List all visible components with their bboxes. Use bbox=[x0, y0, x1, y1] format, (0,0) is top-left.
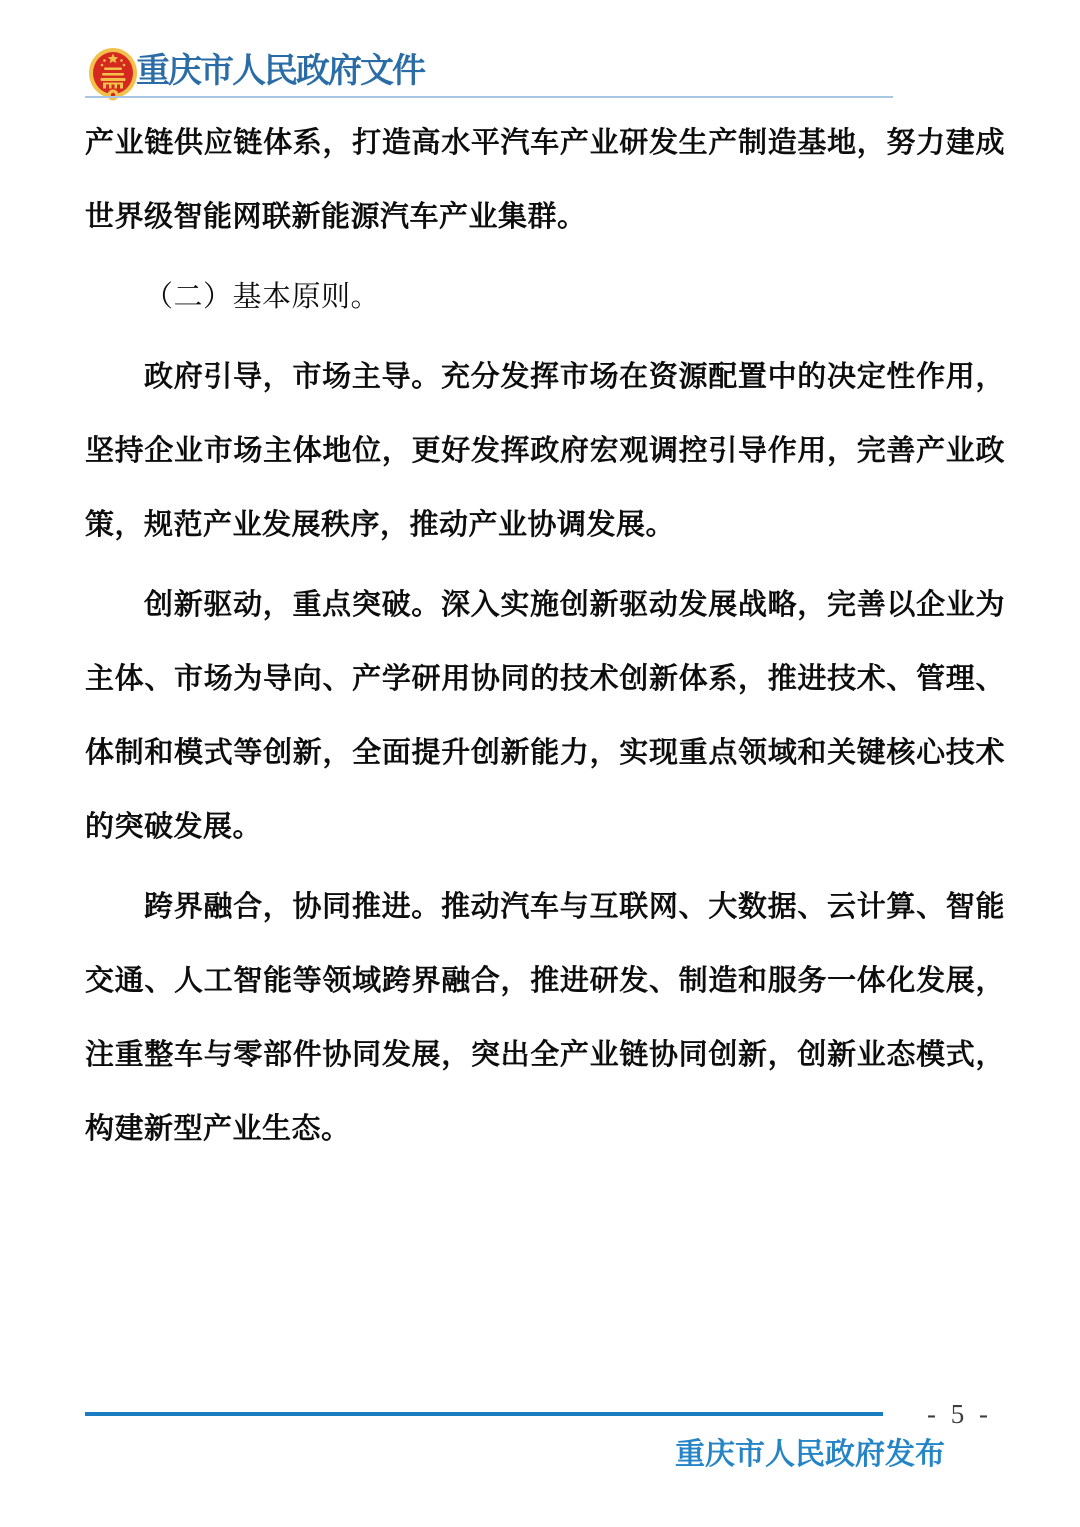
document-header-title: 重庆市人民政府文件 bbox=[136, 53, 424, 90]
paragraph-cross-sector-integration: 跨界融合，协同推进。推动汽车与互联网、大数据、云计算、智能交通、人工智能等领域跨界融合，推进研发、制造和服务一体化发展，注重整车与零部件协同发展，突出全产业链协同创新，创新业态模式，构建新型产业生态。 bbox=[85, 891, 1005, 1145]
paragraph-government-guidance: 政府引导，市场主导。充分发挥市场在资源配置中的决定性作用，坚持企业市场主体地位，更好发挥政府宏观调控引导作用，完善产业政策，规范产业发展秩序，推动产业协调发展。 bbox=[85, 361, 1005, 541]
page-number: - 5 - bbox=[927, 1399, 992, 1429]
section-heading-basic-principles: （二）基本原则。 bbox=[144, 281, 381, 313]
paragraph-1: 产业链供应链体系，打造高水平汽车产业研发生产制造基地，努力建成世界级智能网联新能源汽车产业集群。 bbox=[85, 127, 1005, 233]
header-divider-line bbox=[85, 96, 893, 98]
document-body bbox=[0, 106, 1080, 1172]
publisher-label: 重庆市人民政府发布 bbox=[675, 1438, 945, 1471]
footer-divider-line bbox=[85, 1412, 883, 1416]
paragraph-innovation-driven: 创新驱动，重点突破。深入实施创新驱动发展战略，完善以企业为主体、市场为导向、产学研用协同的技术创新体系，推进技术、管理、体制和模式等创新，全面提升创新能力，实现重点领域和关键核心技术的突破发展。 bbox=[85, 589, 1005, 843]
